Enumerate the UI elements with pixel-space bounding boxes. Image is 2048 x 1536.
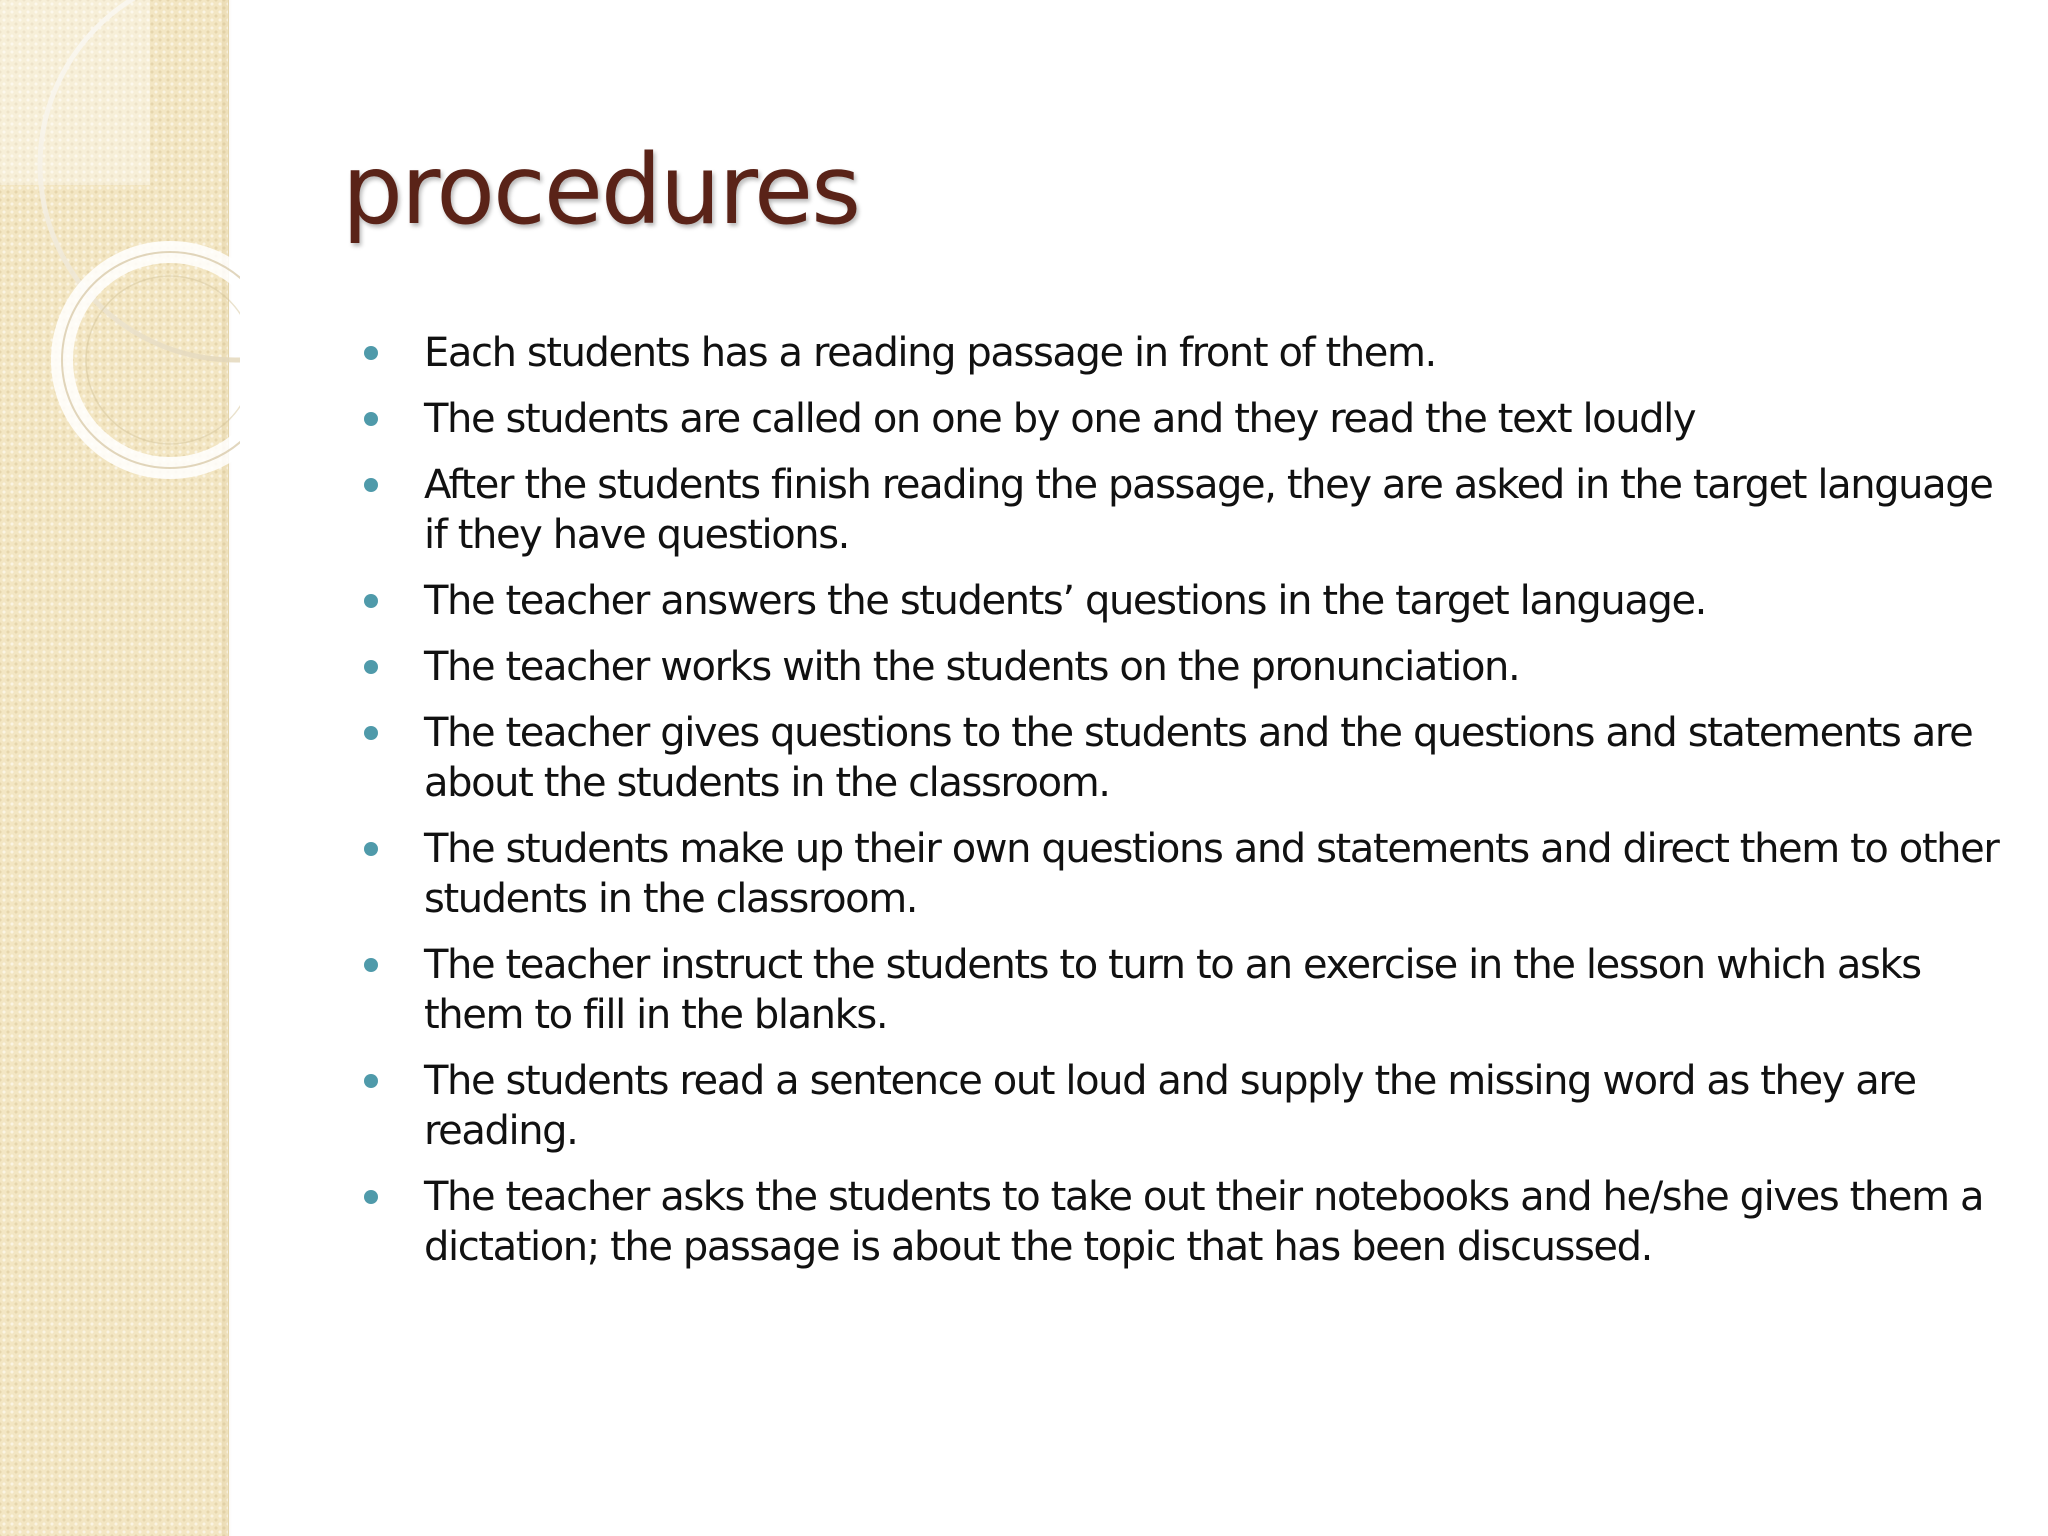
bullet-item: [362, 940, 2002, 1040]
bullet-text: The students read a sentence out loud and supply the missing word as they are reading.: [424, 1058, 1916, 1154]
bullet-text: The teacher asks the students to take out their notebooks and he/she gives them a dictation; the passage is about the topic that has been discussed.: [424, 1174, 1984, 1270]
bullet-text: The students are called on one by one and they read the text loudly: [424, 396, 1696, 442]
bullet-item: [362, 642, 2002, 692]
bullet-dot-icon: [364, 660, 378, 674]
bullet-dot-icon: [364, 478, 378, 492]
bullet-dot-icon: [364, 412, 378, 426]
bullet-item: [362, 394, 2002, 444]
bullet-dot-icon: [364, 958, 378, 972]
bullet-item: [362, 708, 2002, 808]
bullet-item: [362, 1056, 2002, 1156]
bullet-text: The teacher gives questions to the students and the questions and statements are about the students in the classroom.: [424, 710, 1973, 806]
bullet-text: The students make up their own questions and statements and direct them to other students in the classroom.: [424, 826, 1999, 922]
bullet-item: [362, 576, 2002, 626]
bullet-text: The teacher answers the students’ questions in the target language.: [424, 578, 1706, 624]
bullet-item: [362, 824, 2002, 924]
bullet-dot-icon: [364, 594, 378, 608]
bullet-dot-icon: [364, 726, 378, 740]
bullet-text: After the students finish reading the passage, they are asked in the target language if they have questions.: [424, 462, 1993, 558]
bullet-item: [362, 1172, 2002, 1272]
bullet-text: The teacher instruct the students to turn to an exercise in the lesson which asks them to fill in the blanks.: [424, 942, 1921, 1038]
decorative-rings-icon: [0, 0, 240, 520]
bullet-dot-icon: [364, 1190, 378, 1204]
bullet-list: [362, 328, 2002, 1288]
bullet-dot-icon: [364, 842, 378, 856]
bullet-text: Each students has a reading passage in front of them.: [424, 330, 1436, 376]
bullet-text: The teacher works with the students on the pronunciation.: [424, 644, 1520, 690]
bullet-dot-icon: [364, 346, 378, 360]
bullet-item: [362, 328, 2002, 378]
bullet-item: [362, 460, 2002, 560]
slide-title: procedures: [342, 134, 860, 246]
bullet-dot-icon: [364, 1074, 378, 1088]
